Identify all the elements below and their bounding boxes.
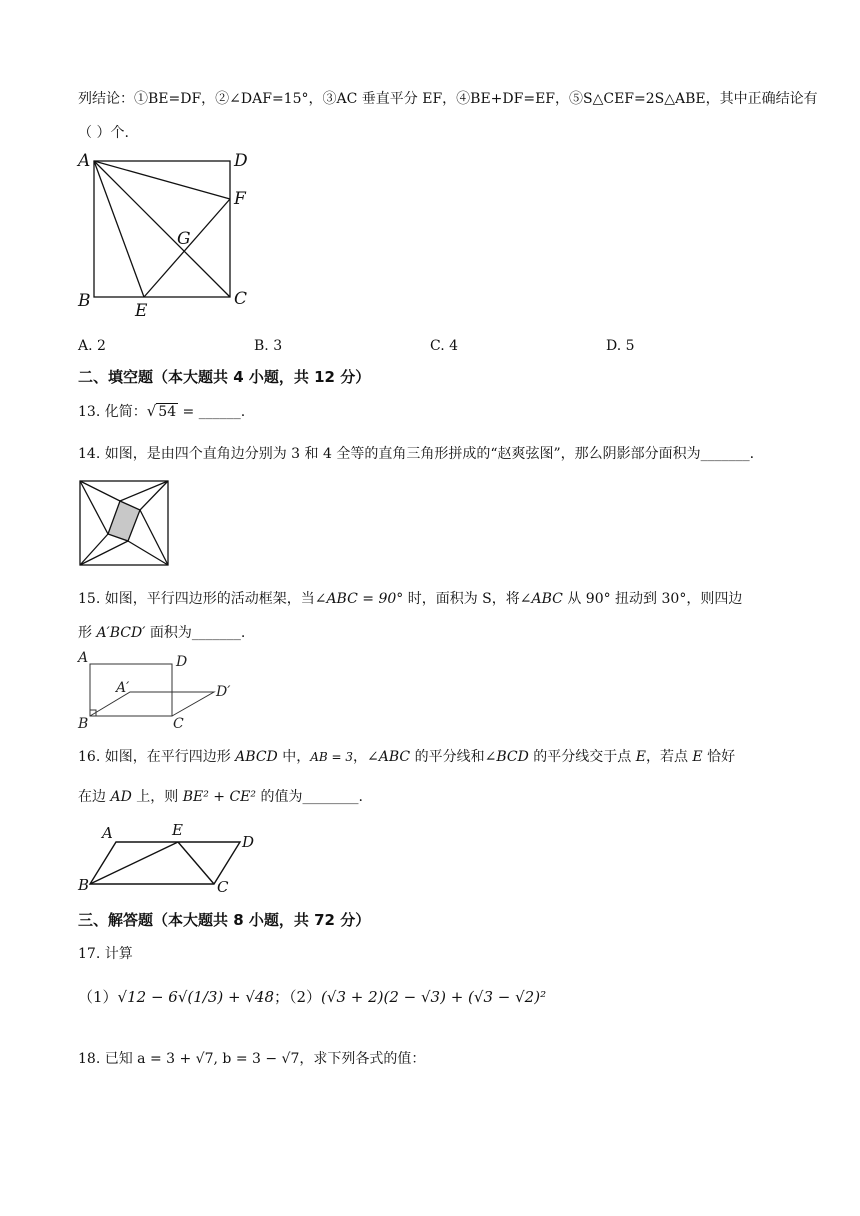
label-C: C <box>234 289 248 309</box>
section-2-heading: 二、填空题（本大题共 4 小题，共 12 分） <box>78 368 371 386</box>
q15-text-f: 形 <box>78 625 97 641</box>
q12-line2: （ ）个. <box>78 125 129 141</box>
q16-angle1: ∠ABC <box>367 749 411 765</box>
q16-text-h: 在边 <box>78 789 111 805</box>
label-E: E <box>135 301 148 320</box>
q16-text-f: ，若点 <box>645 749 693 765</box>
q12-figure <box>72 148 262 320</box>
option-b: B. 3 <box>254 338 283 354</box>
q16-ab: AB = 3 <box>310 750 354 764</box>
q16-line1 <box>78 746 735 766</box>
option-c: C. 4 <box>430 338 459 354</box>
q16-angle2: ∠BCD <box>484 749 529 765</box>
q17-parts <box>78 986 546 1007</box>
q15-text-d: 扭动到 <box>610 591 662 607</box>
q16-point-e-2: E <box>692 749 703 765</box>
q16-text-g: 恰好 <box>702 749 736 765</box>
q17-part1-label: （1） <box>78 988 118 1006</box>
q14-figure <box>78 479 170 567</box>
q16-label-D: D <box>242 833 255 851</box>
label-F: F <box>234 189 246 209</box>
q15-label-D: D <box>176 654 188 670</box>
q17-part1: √12 − 6√(1/3) + √48 <box>117 988 274 1006</box>
q16-text-a: 16. 如图，在平行四边形 <box>78 749 236 765</box>
q16-side: AD <box>110 789 132 805</box>
q15-label-B: B <box>78 716 89 732</box>
label-G: G <box>177 229 191 249</box>
q13-tail: = ______. <box>178 404 246 420</box>
q16-expr: BE² + CE² <box>182 789 256 805</box>
section-3-heading: 三、解答题（本大题共 8 小题，共 72 分） <box>78 911 371 929</box>
q15-figure <box>72 648 242 732</box>
q13-label: 13. 化简： <box>78 404 147 420</box>
q15-text-g: 面积为_______. <box>145 625 246 641</box>
q15-from: 90° <box>585 591 611 607</box>
q16-line2 <box>78 786 363 806</box>
label-B: B <box>78 291 91 311</box>
q16-text-e: 的平分线交于点 <box>528 749 636 765</box>
label-A: A <box>78 151 91 171</box>
q13-radicand: 54 <box>158 404 177 420</box>
q12-line1: 列结论：①BE=DF，②∠DAF=15°，③AC 垂直平分 EF，④BE+DF=EF，⑤S△CEF=2S△ABE，其中正确结论有 <box>78 91 818 107</box>
q15-text-c: 从 <box>562 591 586 607</box>
q15-to: 30° <box>661 591 687 607</box>
q16-text-j: 的值为________. <box>256 789 363 805</box>
q15-text-e: ，则四边 <box>686 591 743 607</box>
q17-separator: ；（2） <box>274 988 322 1006</box>
q15-angle-name: ∠ABC <box>519 591 563 607</box>
q17-part2: (√3 + 2)(2 − √3) + (√3 − √2)² <box>321 988 547 1006</box>
q17-title: 17. 计算 <box>78 946 133 962</box>
q16-text-d: 的平分线和 <box>410 749 485 765</box>
q15-label-A-prime: A′ <box>116 680 130 696</box>
q15-text-b: 时，面积为 S，将 <box>403 591 520 607</box>
option-a: A. 2 <box>78 338 106 354</box>
q15-text-a: 15. 如图，平行四边形的活动框架，当 <box>78 591 315 607</box>
q15-line1 <box>78 588 742 608</box>
q16-point-e: E <box>635 749 646 765</box>
q14-text: 14. 如图，是由四个直角边分别为 3 和 4 全等的直角三角形拼成的“赵爽弦图”，那么阴影部分面积为_______. <box>78 446 755 462</box>
q13: 13. 化简：√ 54 = ______. <box>78 402 246 420</box>
q16-label-A: A <box>102 824 113 842</box>
q15-label-C: C <box>173 716 184 732</box>
q16-shape: ABCD <box>235 749 278 765</box>
q18-text: 18. 已知 a = 3 + √7, b = 3 − √7，求下列各式的值： <box>78 1051 426 1067</box>
q16-figure <box>74 820 264 896</box>
q16-text-i: 上，则 <box>131 789 183 805</box>
q15-label-D-prime: D′ <box>216 684 231 700</box>
q16-text-b: 中， <box>277 749 311 765</box>
label-D: D <box>234 151 248 171</box>
q16-label-C: C <box>217 878 229 896</box>
option-d: D. 5 <box>606 338 635 354</box>
q15-angle-expr: ∠ABC = 90° <box>314 591 404 607</box>
q15-shape: A′BCD′ <box>96 625 146 641</box>
q16-label-B: B <box>78 876 90 894</box>
q16-text-c: ， <box>353 749 368 765</box>
q16-label-E: E <box>172 821 183 839</box>
q15-line2 <box>78 622 245 642</box>
q15-label-A: A <box>78 650 89 666</box>
